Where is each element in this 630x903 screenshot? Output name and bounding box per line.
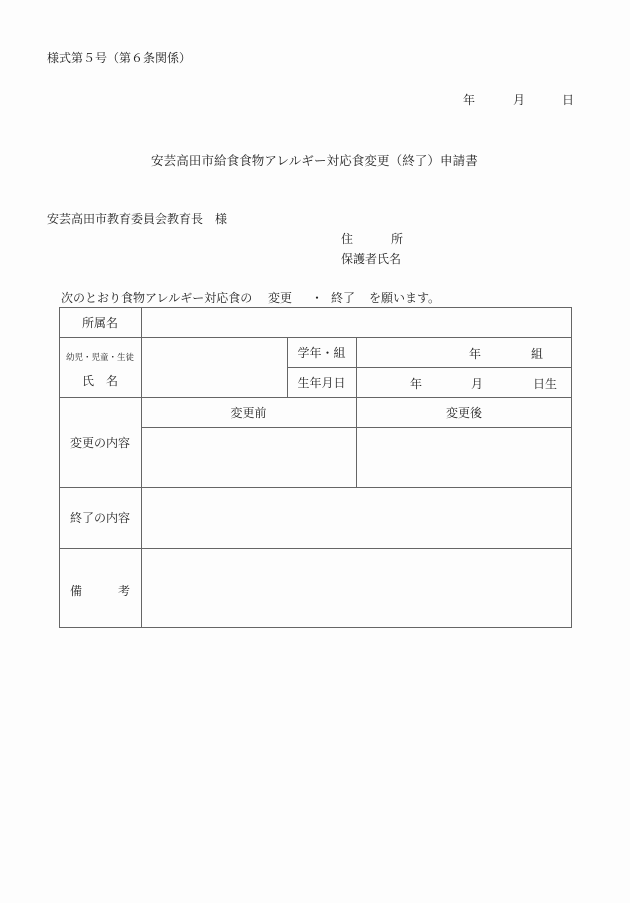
remarks-label-1: 備	[70, 584, 83, 598]
affiliation-label: 所属名	[81, 315, 118, 330]
option-end[interactable]: 終了	[331, 291, 356, 305]
birth-month-unit: 月	[471, 377, 484, 391]
before-change-label: 変更前	[230, 405, 267, 420]
change-content-label: 変更の内容	[69, 435, 130, 450]
birth-day-unit: 日生	[533, 377, 558, 391]
student-name-label-2: 名	[106, 374, 119, 388]
date-day-label: 日	[562, 93, 575, 107]
affiliation-input[interactable]	[142, 308, 572, 337]
after-change-input[interactable]	[357, 428, 572, 487]
student-name-input[interactable]	[142, 338, 287, 397]
end-content-label: 終了の内容	[69, 511, 130, 525]
date-month-label: 月	[513, 93, 526, 107]
class-unit: 組	[531, 347, 544, 361]
option-separator: ・	[311, 291, 324, 305]
request-suffix: を願います。	[369, 291, 441, 305]
form-number: 様式第５号（第６条関係）	[47, 51, 192, 65]
remarks-input[interactable]	[142, 549, 572, 628]
before-change-input[interactable]	[142, 428, 356, 487]
remarks-label-2: 考	[118, 584, 131, 598]
end-content-input[interactable]	[142, 488, 572, 548]
grade-unit: 年	[469, 347, 482, 361]
address-label-2: 所	[391, 232, 404, 246]
birthdate-label: 生年月日	[297, 375, 346, 390]
student-name-label-1: 氏	[82, 374, 95, 388]
birth-year-unit: 年	[410, 377, 423, 391]
date-year-label: 年	[463, 93, 476, 107]
option-change[interactable]: 変更	[268, 291, 293, 305]
after-change-label: 変更後	[445, 405, 482, 420]
addressee: 安芸高田市教育委員会教育長 様	[47, 212, 228, 226]
request-prefix: 次のとおり食物アレルギー対応食の	[61, 291, 253, 305]
guardian-name-label: 保護者氏名	[341, 252, 402, 266]
grade-class-label: 学年・組	[297, 345, 346, 360]
document-title: 安芸高田市給食食物アレルギー対応食変更（終了）申請書	[151, 153, 478, 168]
student-category-label: 幼児・児童・生徒	[66, 353, 135, 363]
address-label-1: 住	[341, 232, 354, 246]
